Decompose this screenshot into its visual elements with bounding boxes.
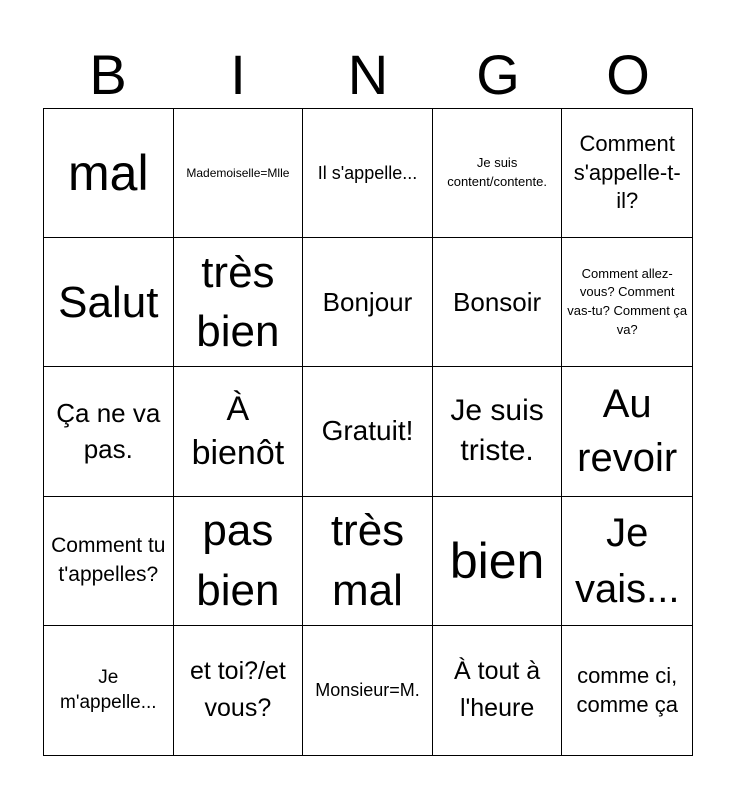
header-letter-i: I xyxy=(230,43,246,106)
cell-text: Gratuit! xyxy=(321,415,414,447)
cell-text: et toi?/et vous? xyxy=(189,656,286,723)
header-letter-n: N xyxy=(347,43,389,106)
cell-text: Salut xyxy=(58,277,159,327)
header-letter-g: G xyxy=(476,43,520,106)
bingo-cell-r3-c1[interactable] xyxy=(44,367,174,496)
bingo-cell-r1-c3[interactable] xyxy=(303,109,433,238)
bingo-cell-r2-c4[interactable] xyxy=(433,238,563,367)
bingo-cell-r5-c1[interactable] xyxy=(44,626,174,755)
bingo-cell-r1-c4[interactable] xyxy=(433,109,563,238)
bingo-cell-r2-c1[interactable] xyxy=(44,238,174,367)
cell-text: À tout à l'heure xyxy=(454,656,541,723)
cell-text: Je vais... xyxy=(574,510,680,611)
bingo-cell-r5-c4[interactable] xyxy=(433,626,563,755)
cell-text: très bien xyxy=(196,247,280,357)
bingo-cell-r1-c2[interactable] xyxy=(174,109,304,238)
bingo-cell-r4-c3[interactable] xyxy=(303,497,433,626)
cell-text: Je suis content/contente. xyxy=(447,155,547,190)
cell-text: très mal xyxy=(330,506,405,615)
bingo-cell-r2-c5[interactable] xyxy=(562,238,692,367)
bingo-cell-r2-c2[interactable] xyxy=(174,238,304,367)
cell-text: Bonjour xyxy=(322,287,413,318)
bingo-cell-r4-c5[interactable] xyxy=(562,497,692,626)
bingo-cell-r5-c5[interactable] xyxy=(562,626,692,755)
bingo-header xyxy=(43,42,693,108)
bingo-cell-r1-c5[interactable] xyxy=(562,109,692,238)
bingo-cell-r3-c5[interactable] xyxy=(562,367,692,496)
cell-text: Mademoiselle=Mlle xyxy=(186,165,290,180)
cell-text: À bienôt xyxy=(191,390,285,473)
cell-text: Je m'appelle... xyxy=(60,666,157,714)
bingo-cell-r5-c2[interactable] xyxy=(174,626,304,755)
cell-text: pas bien xyxy=(196,506,280,615)
bingo-cell-r3-c2[interactable] xyxy=(174,367,304,496)
header-letter-o: O xyxy=(606,43,650,106)
bingo-cell-r4-c1[interactable] xyxy=(44,497,174,626)
bingo-cell-r3-c4[interactable] xyxy=(433,367,563,496)
cell-text: Il s'appelle... xyxy=(317,162,418,183)
bingo-cell-r2-c3[interactable] xyxy=(303,238,433,367)
cell-text: comme ci, comme ça xyxy=(576,662,678,718)
bingo-cell-r5-c3[interactable] xyxy=(303,626,433,755)
bingo-cell-r1-c1[interactable] xyxy=(44,109,174,238)
bingo-cell-r4-c4[interactable] xyxy=(433,497,563,626)
header-letter-b: B xyxy=(89,43,127,106)
cell-text: Je suis triste. xyxy=(450,393,544,468)
cell-text: Comment allez-vous? Comment vas-tu? Comment ça va? xyxy=(567,265,688,338)
cell-text: Au revoir xyxy=(577,382,678,481)
bingo-cell-r4-c2[interactable] xyxy=(174,497,304,626)
cell-text: Ça ne va pas. xyxy=(56,398,161,465)
cell-text: Bonsoir xyxy=(453,287,542,318)
cell-text: bien xyxy=(449,532,545,589)
cell-text: Comment s'appelle-t-il? xyxy=(573,131,681,214)
cell-text: mal xyxy=(68,145,149,202)
bingo-board xyxy=(43,108,693,756)
cell-text: Comment tu t'appelles? xyxy=(51,534,166,586)
cell-text: Monsieur=M. xyxy=(315,680,420,701)
bingo-cell-r3-c3[interactable] xyxy=(303,367,433,496)
